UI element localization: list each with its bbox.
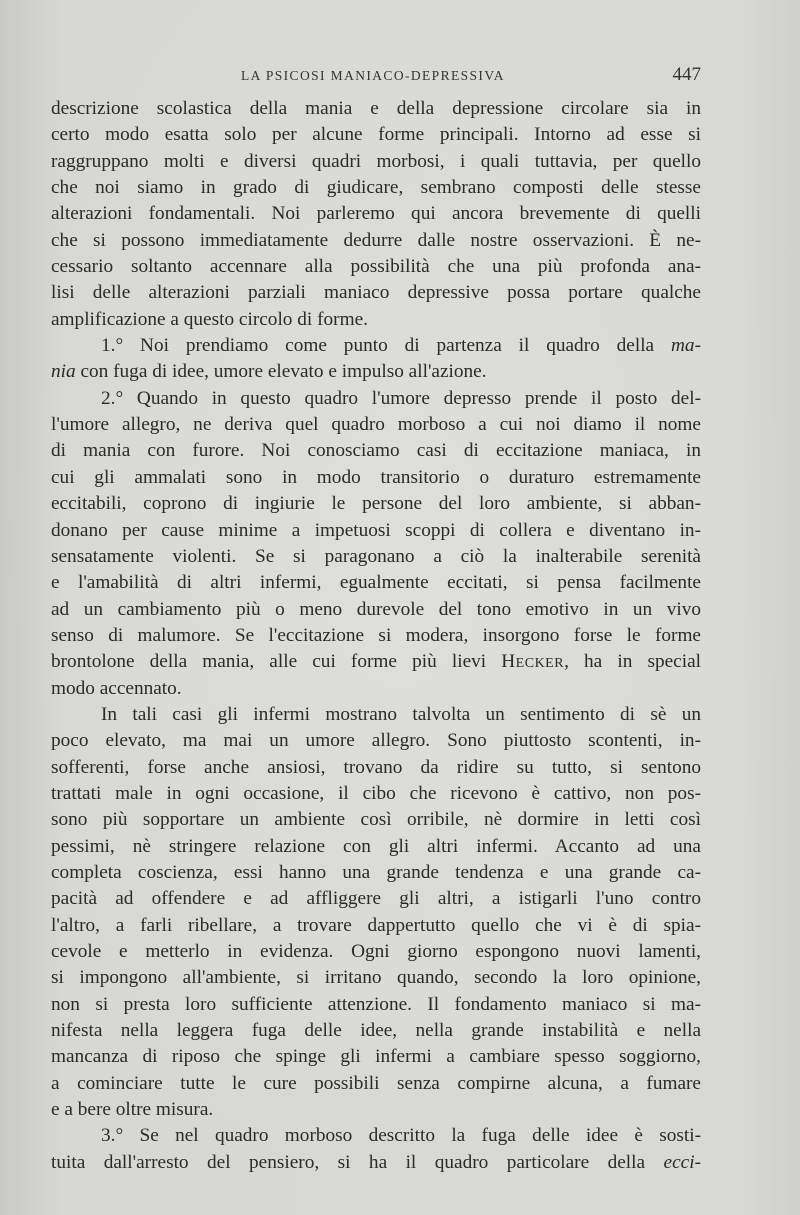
text-line: poco elevato, ma mai un umore allegro. Sono piuttosto scontenti, in- xyxy=(51,730,701,752)
text-line: completa coscienza, essi hanno una grande tendenza e una grande ca- xyxy=(51,861,701,883)
text-line: l'umore allegro, ne deriva quel quadro morboso a cui noi diamo il nome xyxy=(51,414,701,436)
text-line: trattati male in ogni occasione, il cibo che ricevono è cattivo, non pos- xyxy=(51,782,701,804)
text-line: eccitabili, coprono di ingiurie le persone del loro ambiente, si abban- xyxy=(51,493,701,515)
text-line: descrizione scolastica della mania e della depressione circolare sia in xyxy=(51,98,701,119)
text-line: cui gli ammalati sono in modo transitorio o duraturo estremamente xyxy=(51,466,701,488)
text-line: lisi delle alterazioni parziali maniaco depressive possa portare qualche xyxy=(51,282,701,304)
text-line: sensatamente violenti. Se si paragonano a ciò la inalterabile serenità xyxy=(51,545,701,567)
text-line: 1.° Noi prendiamo come punto di partenza il quadro della ma- xyxy=(101,335,701,357)
text-line: si impongono all'ambiente, si irritano quando, secondo la loro opinione, xyxy=(51,967,701,989)
page-header xyxy=(0,64,800,90)
page-number: 447 xyxy=(672,64,701,85)
text-line: donano per cause minime a impetuosi scoppi di collera e diventano in- xyxy=(51,519,701,541)
running-title: LA PSICOSI MANIACO-DEPRESSIVA xyxy=(241,68,505,83)
text-line: tuita dall'arresto del pensiero, si ha il quadro particolare della ecci- xyxy=(51,1151,701,1173)
text-line: e l'amabilità di altri infermi, egualmente eccitati, si pensa facilmente xyxy=(51,572,701,594)
text-line: 2.° Quando in questo quadro l'umore depresso prende il posto del- xyxy=(101,387,701,409)
text-line: nia con fuga di idee, umore elevato e impulso all'azione. xyxy=(51,361,487,383)
text-line: che noi siamo in grado di giudicare, sembrano composti delle stesse xyxy=(51,177,701,199)
text-line: ad un cambiamento più o meno durevole del tono emotivo in un vivo xyxy=(51,598,701,620)
text-line: pessimi, nè stringere relazione con gli altri infermi. Accanto ad una xyxy=(51,835,701,857)
text-line: l'altro, a farli ribellare, a trovare dappertutto quello che vi è di spia- xyxy=(51,914,701,936)
text-line: certo modo esatta solo per alcune forme principali. Intorno ad esse si xyxy=(51,124,701,146)
text-line: e a bere oltre misura. xyxy=(51,1099,214,1121)
text-line: amplificazione a questo circolo di forme. xyxy=(51,308,368,330)
text-line: modo accennato. xyxy=(51,677,182,699)
text-line: 3.° Se nel quadro morboso descritto la fuga delle idee è sosti- xyxy=(101,1125,701,1147)
text-line: pacità ad offendere e ad affliggere gli altri, a istigarli l'uno contro xyxy=(51,888,701,910)
text-line: cessario soltanto accennare alla possibilità che una più profonda ana- xyxy=(51,256,701,278)
text-line: sono più sopportare un ambiente così orribile, nè dormire in letti così xyxy=(51,809,701,831)
text-line: mancanza di riposo che spinge gli infermi a cambiare spesso soggiorno, xyxy=(51,1046,701,1068)
text-line: In tali casi gli infermi mostrano talvolta un sentimento di sè un xyxy=(101,703,701,725)
text-line: senso di malumore. Se l'eccitazione si modera, insorgono forse le forme xyxy=(51,624,701,646)
body-text xyxy=(51,96,701,1176)
text-line: a cominciare tutte le cure possibili senza compirne alcuna, a fumare xyxy=(51,1072,701,1094)
text-line: non si presta loro sufficiente attenzione. Il fondamento maniaco si ma- xyxy=(51,993,701,1015)
text-line: raggruppano molti e diversi quadri morbosi, i quali tuttavia, per quello xyxy=(51,150,701,172)
text-line: brontolone della mania, alle cui forme più lievi Hecker, ha in special xyxy=(51,651,701,673)
text-line: nifesta nella leggera fuga delle idee, nella grande instabilità e nella xyxy=(51,1020,701,1042)
text-line: di mania con furore. Noi conosciamo casi di eccitazione maniaca, in xyxy=(51,440,701,462)
text-line: sofferenti, forse anche ansiosi, trovano da ridire su tutto, si sentono xyxy=(51,756,701,778)
text-line: alterazioni fondamentali. Noi parleremo qui ancora brevemente di quelli xyxy=(51,203,701,225)
text-line: che si possono immediatamente dedurre dalle nostre osservazioni. È ne- xyxy=(51,229,701,251)
text-line: cevole e metterlo in evidenza. Ogni giorno espongono nuovi lamenti, xyxy=(51,941,701,962)
